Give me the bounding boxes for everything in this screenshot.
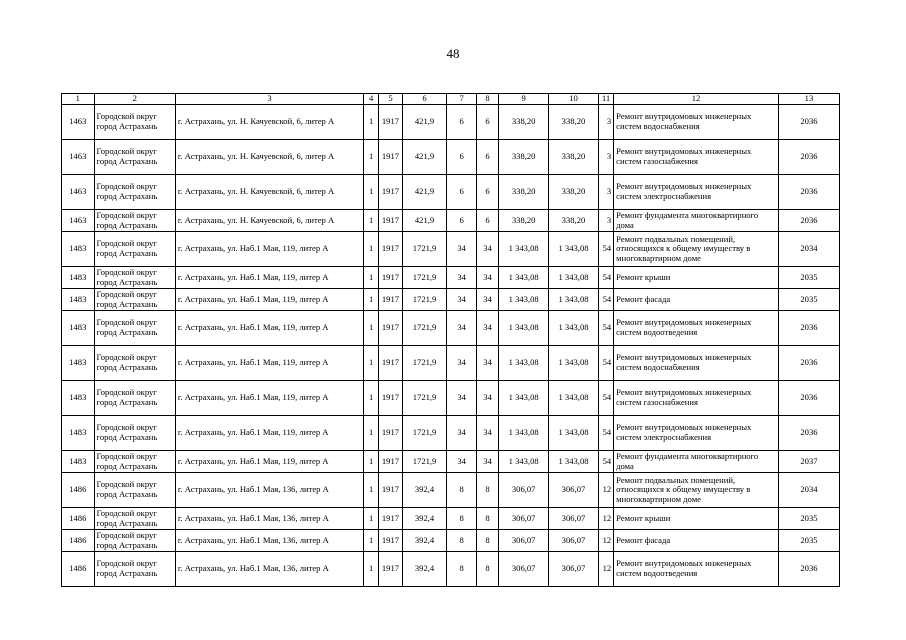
row-id-cell: 1486: [62, 552, 95, 587]
address-cell: г. Астрахань, ул. Наб.1 Мая, 119, литер А: [175, 232, 363, 267]
municipality-cell: Городской округ город Астрахань: [94, 346, 175, 381]
col10-value-cell: 1 343,08: [549, 289, 599, 311]
year-built-cell: 1917: [379, 552, 402, 587]
area-cell: 1721,9: [402, 311, 447, 346]
col11-cell: 12: [598, 530, 613, 552]
col10-value-cell: 338,20: [549, 140, 599, 175]
municipality-cell: Городской округ город Астрахань: [94, 451, 175, 473]
year-built-cell: 1917: [379, 530, 402, 552]
municipality-cell: Городской округ город Астрахань: [94, 232, 175, 267]
col9-value-cell: 1 343,08: [499, 451, 549, 473]
col10-value-cell: 338,20: [549, 210, 599, 232]
header-cell: 13: [778, 94, 839, 105]
col11-cell: 54: [598, 232, 613, 267]
municipality-cell: Городской округ город Астрахань: [94, 175, 175, 210]
work-type-cell: Ремонт внутридомовых инженерных систем электроснабжения: [614, 175, 779, 210]
col8-cell: 8: [476, 530, 498, 552]
header-cell: 2: [94, 94, 175, 105]
area-cell: 421,9: [402, 105, 447, 140]
year-cell: 2036: [778, 346, 839, 381]
col11-cell: 54: [598, 381, 613, 416]
year-cell: 2036: [778, 381, 839, 416]
row-id-cell: 1483: [62, 311, 95, 346]
col9-value-cell: 338,20: [499, 210, 549, 232]
work-type-cell: Ремонт внутридомовых инженерных систем водоснабжения: [614, 105, 779, 140]
col10-value-cell: 1 343,08: [549, 346, 599, 381]
col8-cell: 6: [476, 105, 498, 140]
work-type-cell: Ремонт внутридомовых инженерных систем электроснабжения: [614, 416, 779, 451]
col10-value-cell: 1 343,08: [549, 451, 599, 473]
area-cell: 392,4: [402, 473, 447, 508]
header-cell: 1: [62, 94, 95, 105]
col11-cell: 3: [598, 210, 613, 232]
col8-cell: 34: [476, 451, 498, 473]
municipality-cell: Городской округ город Астрахань: [94, 267, 175, 289]
row-id-cell: 1483: [62, 346, 95, 381]
col10-value-cell: 306,07: [549, 530, 599, 552]
row-id-cell: 1463: [62, 105, 95, 140]
work-type-cell: Ремонт подвальных помещений, относящихся к общему имуществу в многоквартирном доме: [614, 232, 779, 267]
header-cell: 6: [402, 94, 447, 105]
col8-cell: 34: [476, 289, 498, 311]
col4-cell: 1: [364, 105, 379, 140]
address-cell: г. Астрахань, ул. Наб.1 Мая, 119, литер А: [175, 311, 363, 346]
col4-cell: 1: [364, 451, 379, 473]
address-cell: г. Астрахань, ул. Н. Качуевской, 6, литер А: [175, 140, 363, 175]
area-cell: 392,4: [402, 508, 447, 530]
header-cell: 7: [447, 94, 476, 105]
col4-cell: 1: [364, 289, 379, 311]
year-built-cell: 1917: [379, 381, 402, 416]
table-row: [62, 381, 840, 416]
col11-cell: 12: [598, 552, 613, 587]
col10-value-cell: 306,07: [549, 508, 599, 530]
year-built-cell: 1917: [379, 267, 402, 289]
year-cell: 2034: [778, 232, 839, 267]
address-cell: г. Астрахань, ул. Наб.1 Мая, 136, литер А: [175, 508, 363, 530]
col8-cell: 6: [476, 140, 498, 175]
col9-value-cell: 1 343,08: [499, 346, 549, 381]
col7-cell: 34: [447, 232, 476, 267]
row-id-cell: 1483: [62, 289, 95, 311]
year-built-cell: 1917: [379, 311, 402, 346]
year-built-cell: 1917: [379, 105, 402, 140]
col10-value-cell: 338,20: [549, 175, 599, 210]
municipality-cell: Городской округ город Астрахань: [94, 530, 175, 552]
year-built-cell: 1917: [379, 289, 402, 311]
table-row: [62, 508, 840, 530]
col7-cell: 34: [447, 416, 476, 451]
col4-cell: 1: [364, 508, 379, 530]
col7-cell: 8: [447, 508, 476, 530]
area-cell: 1721,9: [402, 416, 447, 451]
col7-cell: 34: [447, 451, 476, 473]
row-id-cell: 1483: [62, 451, 95, 473]
year-cell: 2037: [778, 451, 839, 473]
work-type-cell: Ремонт фасада: [614, 289, 779, 311]
table-row: [62, 175, 840, 210]
table-row: [62, 416, 840, 451]
repair-schedule-table: [61, 93, 840, 587]
header-cell: 9: [499, 94, 549, 105]
address-cell: г. Астрахань, ул. Наб.1 Мая, 119, литер А: [175, 416, 363, 451]
col8-cell: 34: [476, 416, 498, 451]
col4-cell: 1: [364, 311, 379, 346]
area-cell: 421,9: [402, 210, 447, 232]
address-cell: г. Астрахань, ул. Наб.1 Мая, 119, литер А: [175, 267, 363, 289]
work-type-cell: Ремонт внутридомовых инженерных систем водоснабжения: [614, 346, 779, 381]
col9-value-cell: 1 343,08: [499, 311, 549, 346]
col10-value-cell: 1 343,08: [549, 267, 599, 289]
col9-value-cell: 1 343,08: [499, 267, 549, 289]
work-type-cell: Ремонт подвальных помещений, относящихся к общему имуществу в многоквартирном доме: [614, 473, 779, 508]
column-number-header-row: [62, 94, 840, 105]
municipality-cell: Городской округ город Астрахань: [94, 105, 175, 140]
col7-cell: 34: [447, 289, 476, 311]
col11-cell: 3: [598, 105, 613, 140]
table-row: [62, 210, 840, 232]
col10-value-cell: 306,07: [549, 552, 599, 587]
col4-cell: 1: [364, 530, 379, 552]
col7-cell: 8: [447, 552, 476, 587]
col7-cell: 8: [447, 473, 476, 508]
address-cell: г. Астрахань, ул. Н. Качуевской, 6, литер А: [175, 175, 363, 210]
col7-cell: 34: [447, 311, 476, 346]
area-cell: 1721,9: [402, 267, 447, 289]
address-cell: г. Астрахань, ул. Наб.1 Мая, 119, литер А: [175, 289, 363, 311]
col7-cell: 6: [447, 140, 476, 175]
col11-cell: 54: [598, 289, 613, 311]
table-row: [62, 140, 840, 175]
table-row: [62, 346, 840, 381]
address-cell: г. Астрахань, ул. Наб.1 Мая, 119, литер А: [175, 451, 363, 473]
address-cell: г. Астрахань, ул. Наб.1 Мая, 136, литер А: [175, 473, 363, 508]
year-cell: 2036: [778, 416, 839, 451]
year-cell: 2035: [778, 267, 839, 289]
col4-cell: 1: [364, 346, 379, 381]
col4-cell: 1: [364, 267, 379, 289]
table-row: [62, 473, 840, 508]
col9-value-cell: 306,07: [499, 552, 549, 587]
table-row: [62, 451, 840, 473]
col7-cell: 6: [447, 175, 476, 210]
municipality-cell: Городской округ город Астрахань: [94, 508, 175, 530]
col8-cell: 34: [476, 267, 498, 289]
col4-cell: 1: [364, 381, 379, 416]
year-cell: 2036: [778, 552, 839, 587]
area-cell: 1721,9: [402, 289, 447, 311]
year-built-cell: 1917: [379, 451, 402, 473]
municipality-cell: Городской округ город Астрахань: [94, 552, 175, 587]
row-id-cell: 1463: [62, 175, 95, 210]
col9-value-cell: 338,20: [499, 140, 549, 175]
row-id-cell: 1483: [62, 267, 95, 289]
col7-cell: 6: [447, 210, 476, 232]
area-cell: 421,9: [402, 140, 447, 175]
col8-cell: 6: [476, 210, 498, 232]
year-built-cell: 1917: [379, 473, 402, 508]
address-cell: г. Астрахань, ул. Наб.1 Мая, 119, литер А: [175, 381, 363, 416]
col4-cell: 1: [364, 552, 379, 587]
col8-cell: 34: [476, 311, 498, 346]
col7-cell: 8: [447, 530, 476, 552]
work-type-cell: Ремонт внутридомовых инженерных систем водоотведения: [614, 552, 779, 587]
municipality-cell: Городской округ город Астрахань: [94, 381, 175, 416]
col10-value-cell: 1 343,08: [549, 381, 599, 416]
header-cell: 12: [614, 94, 779, 105]
col8-cell: 34: [476, 232, 498, 267]
year-cell: 2036: [778, 105, 839, 140]
header-cell: 4: [364, 94, 379, 105]
work-type-cell: Ремонт внутридомовых инженерных систем газоснабжения: [614, 140, 779, 175]
work-type-cell: Ремонт фасада: [614, 530, 779, 552]
col11-cell: 54: [598, 416, 613, 451]
year-cell: 2035: [778, 530, 839, 552]
work-type-cell: Ремонт фундамента многоквартирного дома: [614, 451, 779, 473]
area-cell: 392,4: [402, 530, 447, 552]
work-type-cell: Ремонт фундамента многоквартирного дома: [614, 210, 779, 232]
address-cell: г. Астрахань, ул. Н. Качуевской, 6, литер А: [175, 210, 363, 232]
year-built-cell: 1917: [379, 232, 402, 267]
header-cell: 3: [175, 94, 363, 105]
col8-cell: 6: [476, 175, 498, 210]
col8-cell: 34: [476, 346, 498, 381]
col4-cell: 1: [364, 232, 379, 267]
table-row: [62, 232, 840, 267]
row-id-cell: 1486: [62, 473, 95, 508]
col8-cell: 8: [476, 552, 498, 587]
page-number: 48: [446, 46, 460, 61]
col11-cell: 12: [598, 473, 613, 508]
row-id-cell: 1483: [62, 381, 95, 416]
year-built-cell: 1917: [379, 175, 402, 210]
col10-value-cell: 1 343,08: [549, 232, 599, 267]
col7-cell: 34: [447, 346, 476, 381]
address-cell: г. Астрахань, ул. Наб.1 Мая, 119, литер А: [175, 346, 363, 381]
work-type-cell: Ремонт крыши: [614, 508, 779, 530]
header-cell: 8: [476, 94, 498, 105]
col4-cell: 1: [364, 140, 379, 175]
area-cell: 421,9: [402, 175, 447, 210]
col11-cell: 3: [598, 140, 613, 175]
year-cell: 2036: [778, 311, 839, 346]
header-cell: 5: [379, 94, 402, 105]
municipality-cell: Городской округ город Астрахань: [94, 416, 175, 451]
col4-cell: 1: [364, 473, 379, 508]
row-id-cell: 1486: [62, 508, 95, 530]
col9-value-cell: 306,07: [499, 473, 549, 508]
col11-cell: 3: [598, 175, 613, 210]
year-built-cell: 1917: [379, 210, 402, 232]
year-cell: 2036: [778, 210, 839, 232]
col7-cell: 6: [447, 105, 476, 140]
row-id-cell: 1483: [62, 416, 95, 451]
col10-value-cell: 338,20: [549, 105, 599, 140]
col11-cell: 54: [598, 311, 613, 346]
year-built-cell: 1917: [379, 346, 402, 381]
area-cell: 1721,9: [402, 346, 447, 381]
col9-value-cell: 1 343,08: [499, 232, 549, 267]
col9-value-cell: 306,07: [499, 530, 549, 552]
col4-cell: 1: [364, 416, 379, 451]
row-id-cell: 1463: [62, 210, 95, 232]
table-row: [62, 530, 840, 552]
year-built-cell: 1917: [379, 140, 402, 175]
col11-cell: 54: [598, 451, 613, 473]
col8-cell: 8: [476, 473, 498, 508]
table-row: [62, 289, 840, 311]
col9-value-cell: 1 343,08: [499, 381, 549, 416]
work-type-cell: Ремонт внутридомовых инженерных систем водоотведения: [614, 311, 779, 346]
row-id-cell: 1483: [62, 232, 95, 267]
work-type-cell: Ремонт крыши: [614, 267, 779, 289]
col10-value-cell: 306,07: [549, 473, 599, 508]
municipality-cell: Городской округ город Астрахань: [94, 289, 175, 311]
table-row: [62, 267, 840, 289]
col8-cell: 34: [476, 381, 498, 416]
col11-cell: 54: [598, 346, 613, 381]
year-built-cell: 1917: [379, 508, 402, 530]
year-built-cell: 1917: [379, 416, 402, 451]
work-type-cell: Ремонт внутридомовых инженерных систем газоснабжения: [614, 381, 779, 416]
year-cell: 2034: [778, 473, 839, 508]
municipality-cell: Городской округ город Астрахань: [94, 140, 175, 175]
area-cell: 1721,9: [402, 232, 447, 267]
col9-value-cell: 1 343,08: [499, 289, 549, 311]
year-cell: 2036: [778, 175, 839, 210]
table-row: [62, 552, 840, 587]
municipality-cell: Городской округ город Астрахань: [94, 311, 175, 346]
col9-value-cell: 338,20: [499, 175, 549, 210]
col8-cell: 8: [476, 508, 498, 530]
col10-value-cell: 1 343,08: [549, 311, 599, 346]
col9-value-cell: 1 343,08: [499, 416, 549, 451]
area-cell: 1721,9: [402, 381, 447, 416]
row-id-cell: 1486: [62, 530, 95, 552]
col7-cell: 34: [447, 381, 476, 416]
col9-value-cell: 338,20: [499, 105, 549, 140]
address-cell: г. Астрахань, ул. Н. Качуевской, 6, литер А: [175, 105, 363, 140]
table-row: [62, 105, 840, 140]
year-cell: 2035: [778, 508, 839, 530]
col4-cell: 1: [364, 175, 379, 210]
municipality-cell: Городской округ город Астрахань: [94, 210, 175, 232]
col7-cell: 34: [447, 267, 476, 289]
municipality-cell: Городской округ город Астрахань: [94, 473, 175, 508]
col4-cell: 1: [364, 210, 379, 232]
col10-value-cell: 1 343,08: [549, 416, 599, 451]
header-cell: 11: [598, 94, 613, 105]
row-id-cell: 1463: [62, 140, 95, 175]
address-cell: г. Астрахань, ул. Наб.1 Мая, 136, литер А: [175, 530, 363, 552]
address-cell: г. Астрахань, ул. Наб.1 Мая, 136, литер А: [175, 552, 363, 587]
header-cell: 10: [549, 94, 599, 105]
table-row: [62, 311, 840, 346]
area-cell: 1721,9: [402, 451, 447, 473]
col11-cell: 12: [598, 508, 613, 530]
year-cell: 2036: [778, 140, 839, 175]
col11-cell: 54: [598, 267, 613, 289]
year-cell: 2035: [778, 289, 839, 311]
col9-value-cell: 306,07: [499, 508, 549, 530]
area-cell: 392,4: [402, 552, 447, 587]
